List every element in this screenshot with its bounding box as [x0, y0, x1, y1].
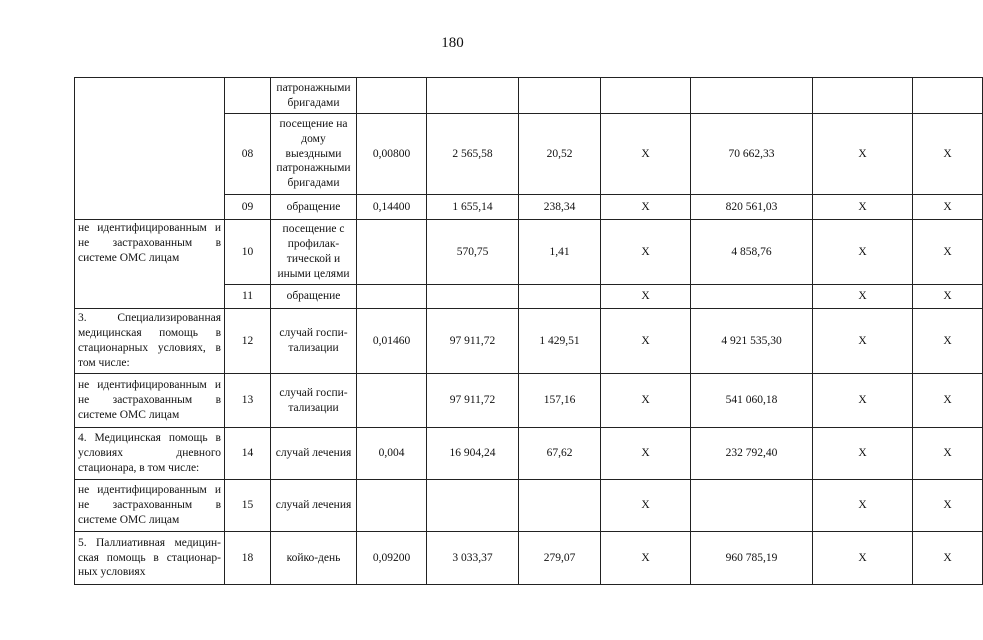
- row-col10: Х: [913, 285, 983, 309]
- row-total: 4 921 535,30: [691, 309, 813, 374]
- row-cost: [427, 78, 519, 114]
- row-norm: [357, 374, 427, 428]
- row-col9: Х: [813, 374, 913, 428]
- row-total: 541 060,18: [691, 374, 813, 428]
- row-col9: Х: [813, 309, 913, 374]
- row-code: 12: [225, 309, 271, 374]
- row-per-capita: 20,52: [519, 114, 601, 195]
- row-code: [225, 78, 271, 114]
- row-cost: [427, 480, 519, 532]
- row-per-capita: 1,41: [519, 220, 601, 285]
- row-total: 960 785,19: [691, 532, 813, 585]
- row-col10: Х: [913, 374, 983, 428]
- row-unit: обращение: [271, 285, 357, 309]
- row-total: [691, 78, 813, 114]
- row-per-capita: 1 429,51: [519, 309, 601, 374]
- row-per-capita: 157,16: [519, 374, 601, 428]
- row-per-capita: [519, 78, 601, 114]
- row-col7: Х: [601, 309, 691, 374]
- row-total: 4 858,76: [691, 220, 813, 285]
- row-col9: Х: [813, 195, 913, 220]
- row-col10: Х: [913, 480, 983, 532]
- row-col7: Х: [601, 220, 691, 285]
- row-code: 08: [225, 114, 271, 195]
- table-row: [75, 220, 983, 285]
- row-cost: 3 033,37: [427, 532, 519, 585]
- row-cost: [427, 285, 519, 309]
- row-col10: [913, 78, 983, 114]
- row-norm: 0,14400: [357, 195, 427, 220]
- row-col7: Х: [601, 374, 691, 428]
- row-per-capita: 279,07: [519, 532, 601, 585]
- row-per-capita: [519, 285, 601, 309]
- row-unit: посещение с профилак-тической и иными целями: [271, 220, 357, 285]
- row-code: 10: [225, 220, 271, 285]
- row-total: [691, 480, 813, 532]
- row-cost: 97 911,72: [427, 374, 519, 428]
- row-norm: [357, 480, 427, 532]
- row-description: не идентифицированным и не застрахованным в системе ОМС лицам: [75, 374, 225, 428]
- row-per-capita: [519, 480, 601, 532]
- row-total: [691, 285, 813, 309]
- row-description: [75, 78, 225, 220]
- row-col7: Х: [601, 285, 691, 309]
- row-col7: Х: [601, 428, 691, 480]
- row-norm: [357, 220, 427, 285]
- row-col9: Х: [813, 285, 913, 309]
- row-col10: Х: [913, 532, 983, 585]
- data-table: [74, 77, 983, 585]
- table-row: [75, 480, 983, 532]
- row-col7: Х: [601, 195, 691, 220]
- row-code: 18: [225, 532, 271, 585]
- row-unit: посещение на дому выездными патронажными бригадами: [271, 114, 357, 195]
- row-total: 70 662,33: [691, 114, 813, 195]
- row-norm: [357, 285, 427, 309]
- row-col10: Х: [913, 195, 983, 220]
- row-col7: Х: [601, 480, 691, 532]
- row-unit: койко-день: [271, 532, 357, 585]
- row-norm: 0,004: [357, 428, 427, 480]
- row-total: 232 792,40: [691, 428, 813, 480]
- row-description: 4. Медицинская помощь в условиях дневного стационара, в том числе:: [75, 428, 225, 480]
- row-unit: случай госпи-тализации: [271, 374, 357, 428]
- row-col10: Х: [913, 220, 983, 285]
- row-col9: Х: [813, 428, 913, 480]
- row-col9: Х: [813, 114, 913, 195]
- row-description: не идентифицированным и не застрахованным в системе ОМС лицам: [75, 480, 225, 532]
- row-col7: Х: [601, 532, 691, 585]
- row-unit: обращение: [271, 195, 357, 220]
- row-cost: 97 911,72: [427, 309, 519, 374]
- row-col9: Х: [813, 480, 913, 532]
- table-row: [75, 428, 983, 480]
- row-unit: случай лечения: [271, 480, 357, 532]
- row-cost: 1 655,14: [427, 195, 519, 220]
- row-col9: [813, 78, 913, 114]
- row-unit: патронажными бригадами: [271, 78, 357, 114]
- table-row: [75, 309, 983, 374]
- row-code: 09: [225, 195, 271, 220]
- row-per-capita: 238,34: [519, 195, 601, 220]
- row-code: 14: [225, 428, 271, 480]
- row-col9: Х: [813, 532, 913, 585]
- row-norm: 0,09200: [357, 532, 427, 585]
- row-col7: Х: [601, 114, 691, 195]
- row-norm: 0,01460: [357, 309, 427, 374]
- page-number: 180: [441, 35, 464, 51]
- table-row: [75, 374, 983, 428]
- row-norm: 0,00800: [357, 114, 427, 195]
- row-unit: случай лечения: [271, 428, 357, 480]
- row-per-capita: 67,62: [519, 428, 601, 480]
- row-code: 15: [225, 480, 271, 532]
- row-code: 11: [225, 285, 271, 309]
- row-col10: Х: [913, 309, 983, 374]
- table-row: [75, 78, 983, 114]
- row-unit: случай госпи-тализации: [271, 309, 357, 374]
- row-col9: Х: [813, 220, 913, 285]
- row-col10: Х: [913, 428, 983, 480]
- row-description: 5. Паллиативная медицин-ская помощь в стационар-ных условиях: [75, 532, 225, 585]
- row-cost: 2 565,58: [427, 114, 519, 195]
- row-total: 820 561,03: [691, 195, 813, 220]
- row-col10: Х: [913, 114, 983, 195]
- row-description: не идентифицированным и не застрахованным в системе ОМС лицам: [75, 220, 225, 309]
- row-code: 13: [225, 374, 271, 428]
- table-row: [75, 532, 983, 585]
- row-description: 3. Специализированная медицинская помощь в стационарных условиях, в том числе:: [75, 309, 225, 374]
- row-cost: 16 904,24: [427, 428, 519, 480]
- row-norm: [357, 78, 427, 114]
- row-cost: 570,75: [427, 220, 519, 285]
- row-col7: [601, 78, 691, 114]
